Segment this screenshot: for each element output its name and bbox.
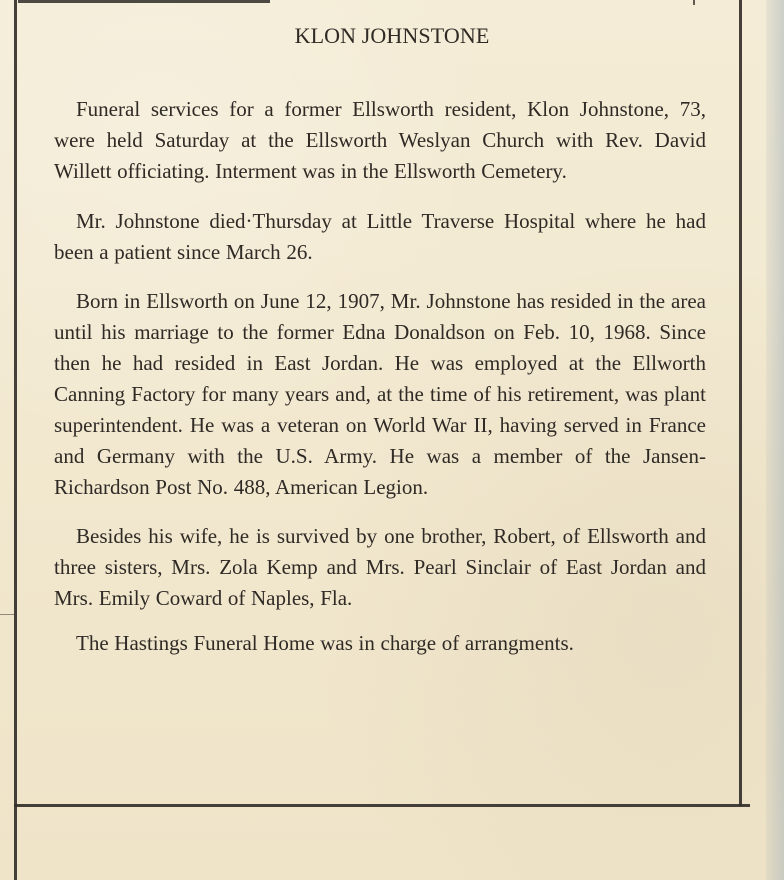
paragraph-survivors: Besides his wife, he is survived by one brother, Robert, of Ellsworth and three sisters, Mrs. Zola Kemp and Mrs. Pearl Sinclair of East Jordan and Mrs. Emily Coward of Naples, Fla. (54, 524, 706, 610)
left-border-rule (14, 0, 17, 880)
paragraph-services: Funeral services for a former Ellsworth resident, Klon Johnstone, 73, were held Saturday at the Ellsworth Weslyan Church with Rev. David Willett officiating. Interment was in the Ellsworth Cemetery. (54, 97, 706, 183)
bottom-border-rule (14, 804, 750, 807)
top-rule (18, 0, 270, 3)
paragraph-biography: Born in Ellsworth on June 12, 1907, Mr. Johnstone has resided in the area until his marriage to the former Edna Donaldson on Feb. 10, 1968. Since then he had resided in East Jordan. He was employed at the Ellworth Canning Factory for many years and, at the time of his retirement, was plant superintendent. He was a veteran on World War II, having served in France and Germany with the U.S. Army. He was a member of the Jansen-Richardson Post No. 488, American Legion. (54, 289, 706, 499)
article-title: KLON JOHNSTONE (294, 23, 490, 48)
top-mark (693, 0, 695, 5)
margin-tick (0, 614, 14, 615)
page-edge-shadow (766, 0, 784, 880)
right-border-rule (739, 0, 742, 806)
paragraph-arrangements: The Hastings Funeral Home was in charge of arrangments. (76, 631, 574, 655)
obituary-article (54, 20, 706, 659)
paragraph-death: Mr. Johnstone died·Thursday at Little Traverse Hospital where he had been a patient since March 26. (54, 209, 706, 264)
